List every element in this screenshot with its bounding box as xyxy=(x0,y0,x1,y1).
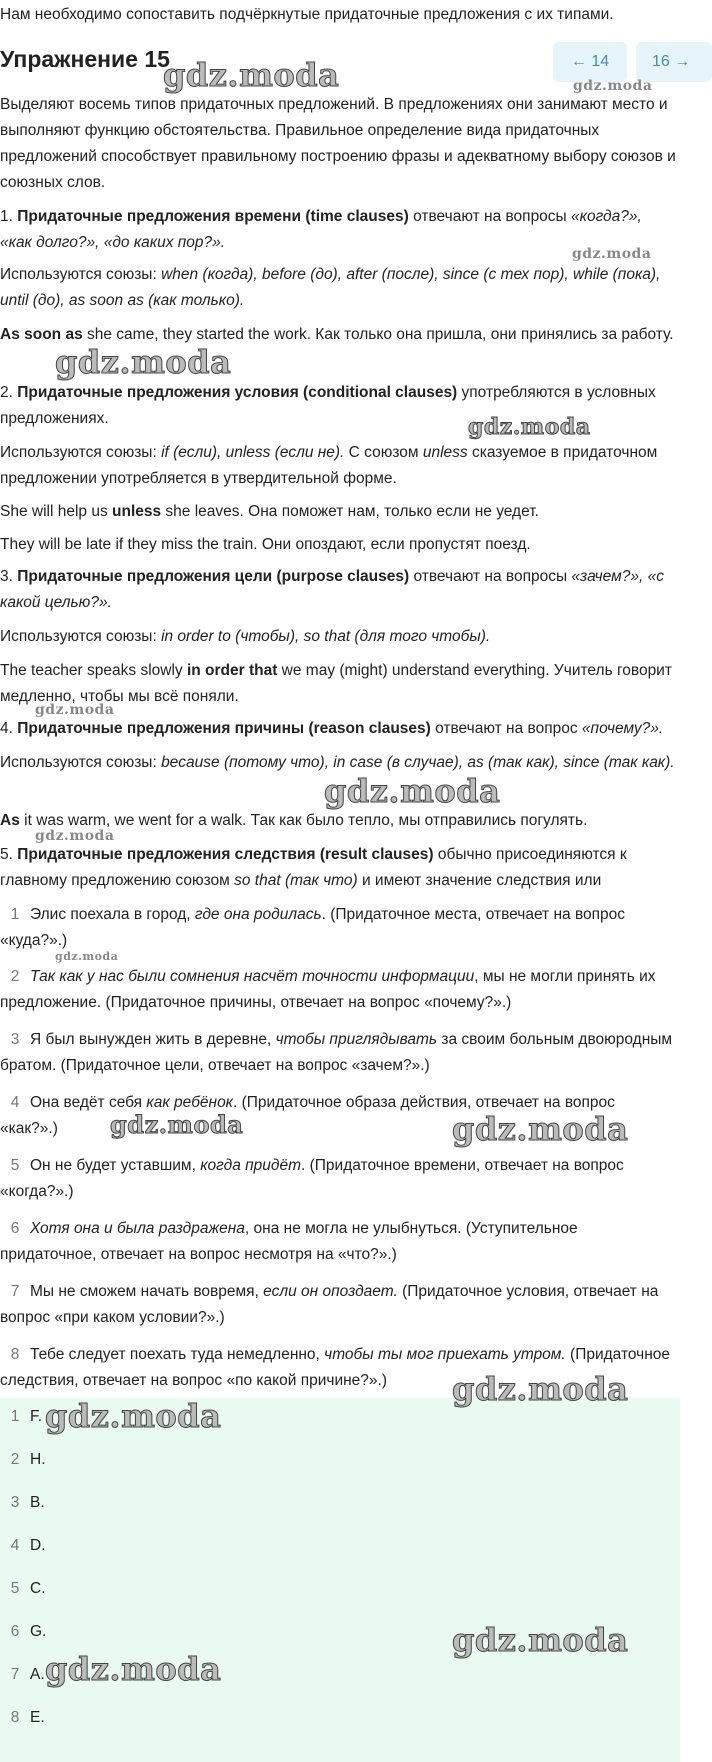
section-4-heading: 4. Придаточные предложения причины (reason clauses) отвечают на вопрос «почему?». xyxy=(0,720,664,737)
watermark: gdz.moda xyxy=(468,414,591,440)
watermark: gdz.moda xyxy=(572,246,652,262)
answer-item: 7 A. xyxy=(10,1666,45,1683)
list-item: 8 Тебе следует поехать туда немедленно, чтобы ты мог приехать утром. (Придаточное следствия, отвечает на вопрос «по какой причине?».) xyxy=(0,1346,671,1389)
section-4-example: As it was warm, we went for a walk. Так как было тепло, мы отправились погулять. xyxy=(0,812,588,829)
list-item: 7 Мы не сможем начать вовремя, если он опоздает. (Придаточное условия, отвечает на вопрос «при каком условии?».) xyxy=(0,1283,659,1326)
list-item: 1 Элис поехала в город, где она родилась. (Придаточное места, отвечает на вопрос «куда?».) xyxy=(0,906,626,949)
answer-item: 1 F. xyxy=(10,1408,43,1425)
watermark: gdz.moda xyxy=(110,1110,244,1139)
watermark: gdz.moda xyxy=(573,78,653,94)
section-3-example: The teacher speaks slowly in order that we may (might) understand everything. Учитель говорит медленно, чтобы мы всё поняли. xyxy=(0,662,672,705)
watermark: gdz.moda xyxy=(452,1110,629,1148)
section-1-example: As soon as she came, they started the work. Как только она пришла, они принялись за работу. xyxy=(0,326,674,343)
list-item: 6 Хотя она и была раздражена, она не могла не улыбнуться. (Уступительное придаточное, отвечает на вопрос несмотря на «что?».) xyxy=(0,1220,578,1263)
watermark: gdz.moda xyxy=(163,56,340,94)
watermark: gdz.moda xyxy=(45,1397,222,1435)
list-item: 5 Он не будет уставшим, когда придёт. (Придаточное времени, отвечает на вопрос «когда?».) xyxy=(0,1157,624,1200)
list-item: 3 Я был вынужден жить в деревне, чтобы приглядывать за своим больным двоюродным братом. (Придаточное цели, отвечает на вопрос «зачем?».) xyxy=(0,1031,673,1074)
section-2-conjunctions: Используются союзы: if (если), unless (если не). С союзом unless сказуемое в придаточном предложении употребляется в утвердительной форме. xyxy=(0,444,658,487)
watermark: gdz.moda xyxy=(35,702,115,718)
section-2-example-1: She will help us unless she leaves. Она поможет нам, только если не уедет. xyxy=(0,503,539,520)
section-2-heading: 2. Придаточные предложения условия (conditional clauses) употребляются в условных предложениях. xyxy=(0,384,656,427)
section-5-heading: 5. Придаточные предложения следствия (result clauses) обычно присоединяются к главному предложению союзом so that (так что) и имеют значение следствия или xyxy=(0,846,627,889)
task-text: Нам необходимо сопоставить подчёркнутые придаточные предложения с их типами. xyxy=(0,6,614,23)
watermark: gdz.moda xyxy=(324,772,501,810)
page-title: Упражнение 15 xyxy=(0,46,170,72)
watermark: gdz.moda xyxy=(35,828,115,844)
prev-exercise-button[interactable]: ← 14 xyxy=(553,42,627,82)
answer-item: 4 D. xyxy=(10,1537,46,1554)
list-item: 4 Она ведёт себя как ребёнок. (Придаточное образа действия, отвечает на вопрос «как?».) xyxy=(0,1094,615,1137)
section-2-example-2: They will be late if they miss the train. Они опоздают, если пропустят поезд. xyxy=(0,536,531,553)
answer-item: 2 H. xyxy=(10,1451,46,1468)
answer-item: 5 C. xyxy=(10,1580,46,1597)
watermark: gdz.moda xyxy=(55,950,119,963)
next-exercise-button[interactable]: 16 → xyxy=(636,42,712,82)
section-1-heading: 1. Придаточные предложения времени (time clauses) отвечают на вопросы «когда?», «как долго?», «до каких пор?». xyxy=(0,208,642,251)
section-1-conjunctions: Используются союзы: when (когда), before (до), after (после), since (с тех пор), while (пока), until (до), as soon as (как только). xyxy=(0,266,661,309)
answer-item: 8 E. xyxy=(10,1709,45,1726)
watermark: gdz.moda xyxy=(452,1621,629,1659)
section-3-heading: 3. Придаточные предложения цели (purpose clauses) отвечают на вопросы «зачем?», «с какой целью?». xyxy=(0,568,664,611)
intro-paragraph: Выделяют восемь типов придаточных предложений. В предложениях они занимают место и выполняют функцию обстоятельства. Правильное определение вида придаточных предложений способствует правильному построению фразы и адекватному выбору союзов и союзных слов. xyxy=(0,96,676,191)
watermark: gdz.moda xyxy=(452,1370,629,1408)
watermark: gdz.moda xyxy=(55,343,232,381)
answer-item: 6 G. xyxy=(10,1623,47,1640)
list-item: 2 Так как у нас были сомнения насчёт точности информации, мы не могли принять их предложение. (Придаточное причины, отвечает на вопрос «почему?».) xyxy=(0,968,656,1011)
answer-item: 3 B. xyxy=(10,1494,45,1511)
section-3-conjunctions: Используются союзы: in order to (чтобы), so that (для того чтобы). xyxy=(0,628,491,645)
section-4-conjunctions: Используются союзы: because (потому что), in case (в случае), as (так как), since (так как). xyxy=(0,754,675,771)
watermark: gdz.moda xyxy=(45,1650,222,1688)
